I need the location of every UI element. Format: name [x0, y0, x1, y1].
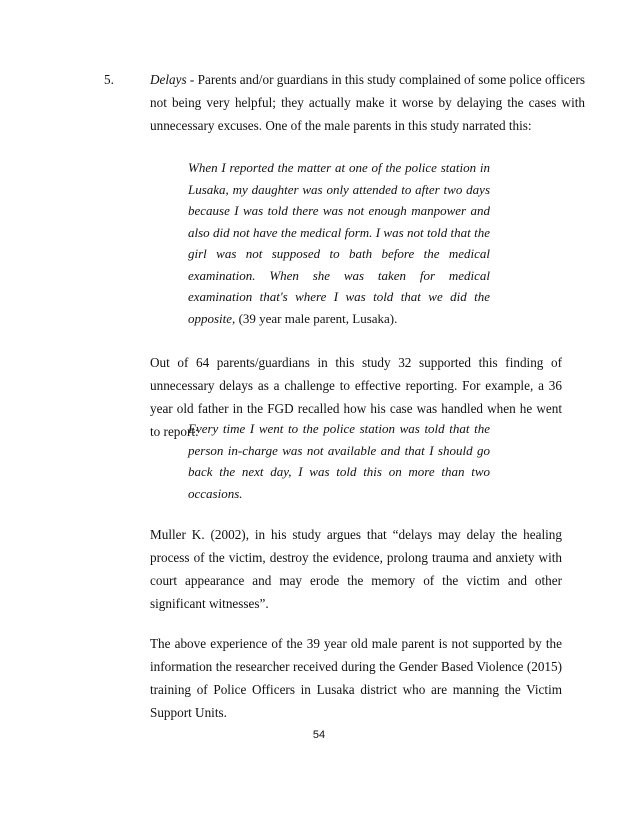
paragraph-muller: [150, 523, 562, 615]
item-term: Delays: [150, 72, 187, 87]
item-number: 5.: [104, 72, 114, 87]
paragraph-text: Muller K. (2002), in his study argues that “delays may delay the healing process of the victim, destroy the evidence, prolong trauma and anxiety with court appearance and may erode the memory of the victim and other significant witnesses”.: [150, 527, 562, 611]
page-number: 54: [312, 729, 326, 741]
paragraph-gbv-training: [150, 632, 562, 724]
paragraph-text: The above experience of the 39 year old male parent is not supported by the information the researcher received during the Gender Based Violence (2015) training of Police Officers in Lusaka district who are manning the Victim Support Units.: [150, 636, 562, 720]
quote-attribution: (39 year male parent, Lusaka).: [238, 310, 398, 326]
block-quote-parent: [188, 157, 490, 329]
item-text: - Parents and/or guardians in this study complained of some police officers not being very helpful; they actually make it worse by delaying the cases with unnecessary excuses. One of the male parents in this study narrated this:: [150, 72, 585, 133]
quote-text: Every time I went to the police station was told that the person in-charge was not available and that I should go back the next day, I was told this on more than two occasions.: [188, 421, 490, 501]
numbered-item-delays: [104, 68, 585, 137]
quote-text: When I reported the matter at one of the police station in Lusaka, my daughter was only attended to after two days because I was told there was not enough manpower and also did not have the medical form. I was not told that the girl was not supposed to bath before the medical examination. When she was taken for medical examination that's where I was told that we did the opposite,: [188, 160, 490, 326]
block-quote-father: [188, 418, 490, 504]
paragraph-text: Out of 64 parents/guardians in this study 32 supported this finding of unnecessary delays as a challenge to effective reporting. For example, a 36 year old father in the FGD recalled how his case was handled when he went to report:: [150, 355, 562, 439]
